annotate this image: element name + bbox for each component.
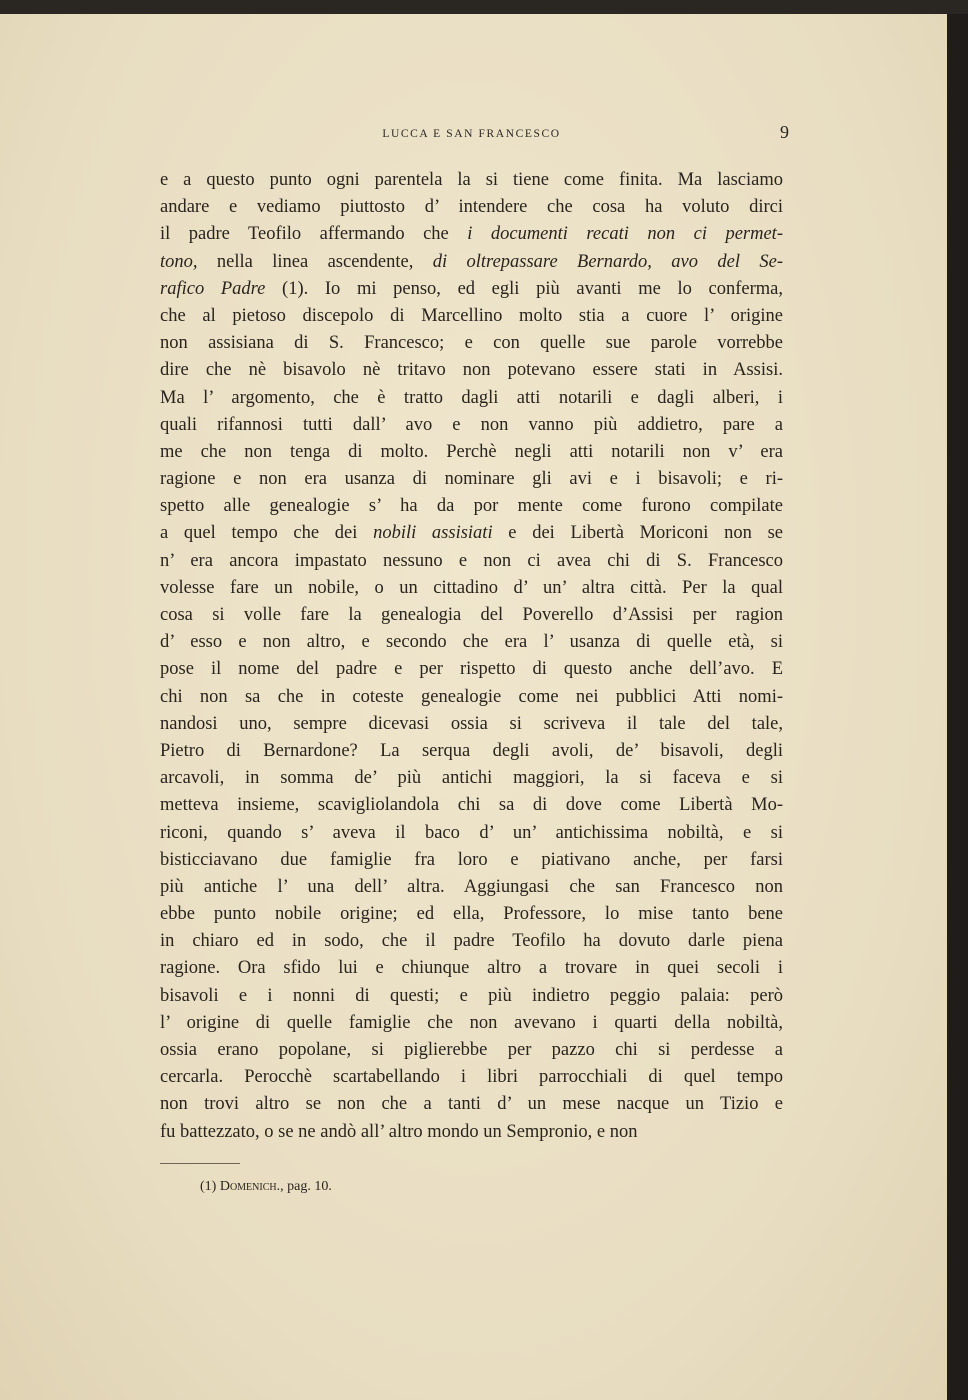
page-number: 9 [780,122,789,142]
text-line [160,847,783,874]
text-line [160,1064,783,1091]
text-line [160,303,783,330]
text-span: metteva insieme, scavigliolandola chi sa di dove come Libertà Mo- [160,795,783,816]
italic-text: tono, [160,251,198,272]
text-span: l’ origine di quelle famiglie che non avevano i quarti della nobiltà, [160,1012,783,1033]
text-line [160,548,783,575]
text-line [160,602,783,629]
text-line [160,520,783,547]
scan-edge [947,14,968,1400]
text-line [160,575,783,602]
page-header [160,118,789,148]
footnote-author: Domenich. [219,1179,281,1194]
footnote [200,1179,332,1195]
footnote-marker: (1) [200,1179,217,1194]
text-line [160,928,783,955]
text-span: e dei Libertà Moriconi non se [492,523,784,544]
text-span: che al pietoso discepolo di Marcellino molto stia a cuore l’ origine [160,305,783,326]
text-span: non trovi altro se non che a tanti d’ un mese nacque un Tizio e [160,1094,783,1115]
text-line [160,874,783,901]
text-span: cercarla. Perocchè scartabellando i libri parrocchiali di quel tempo [160,1067,783,1088]
running-head: LUCCA E SAN FRANCESCO [382,128,561,140]
text-line [160,955,783,982]
text-line [160,466,783,493]
text-line [160,412,783,439]
italic-text: nobili assisiati [373,523,493,544]
text-span: ragione e non era usanza di nominare gli avi e i bisavoli; e ri- [160,469,783,490]
text-line [160,276,783,303]
text-span: fu battezzato, o se ne andò all’ altro mondo un Sempronio, e non [160,1121,638,1142]
text-span: ossia erano popolane, si piglierebbe per pazzo chi si perdesse a [160,1040,783,1060]
body-text [160,167,783,1146]
text-span: spetto alle genealogie s’ ha da por mente come furono compilate [160,496,783,517]
text-span: (1). Io mi penso, ed egli più avanti me lo conferma, [265,278,783,299]
text-span: ebbe punto nobile origine; ed ella, Professore, lo mise tanto bene [160,904,783,925]
text-span: me che non tenga di molto. Perchè negli atti notarili non v’ era [160,441,783,462]
italic-text: rafico Padre [160,278,266,299]
text-span: nella linea ascendente, [197,251,433,272]
text-line [160,493,783,520]
text-line [160,249,783,276]
text-span: dire che nè bisavolo nè tritavo non potevano essere stati in Assisi. [160,360,783,381]
italic-text: i documenti recati non ci permet- [467,224,783,245]
text-span: n’ era ancora impastato nessuno e non ci avea chi di S. Francesco [160,550,783,571]
text-line [160,385,783,412]
text-line [160,738,783,765]
text-line [160,983,783,1010]
text-span: pose il nome del padre e per rispetto di questo anche dell’avo. E [160,659,783,680]
text-span: riconi, quando s’ aveva il baco d’ un’ antichissima nobiltà, e si [160,822,783,843]
text-span: andare e vediamo piuttosto d’ intendere che cosa ha voluto dirci [160,197,783,218]
text-line [160,901,783,928]
text-span: volesse fare un nobile, o un cittadino d’ un’ altra città. Per la qual [160,577,783,598]
text-line [160,1010,783,1037]
text-line [160,629,783,656]
text-span: a quel tempo che dei [160,523,374,544]
text-line [160,1037,783,1064]
text-span: Ma l’ argomento, che è tratto dagli atti notarili e dagli alberi, i [160,387,783,408]
text-span: in chiaro ed in sodo, che il padre Teofilo ha dovuto darle piena [160,931,783,952]
text-line [160,330,783,357]
text-span: ragione. Ora sfido lui e chiunque altro a trovare in quei secoli i [160,958,783,979]
text-line [160,194,783,221]
text-span: chi non sa che in coteste genealogie come nei pubblici Atti nomi- [160,686,783,707]
text-line [160,820,783,847]
text-line [160,357,783,384]
text-span: non assisiana di S. Francesco; e con quelle sue parole vorrebbe [160,333,783,354]
text-line [160,1091,783,1118]
text-line [160,765,783,792]
text-span: arcavoli, in somma de’ più antichi maggiori, la si faceva e si [160,768,783,789]
text-span: quali rifannosi tutti dall’ avo e non vanno più addietro, pare a [160,414,783,435]
footnote-rule [160,1163,240,1164]
text-span: bisticciavano due famiglie fra loro e piativano anche, per farsi [160,849,783,870]
footnote-ref: , pag. 10. [280,1179,332,1194]
text-line [160,792,783,819]
text-span: nandosi uno, sempre dicevasi ossia si scriveva il tale del tale, [160,713,783,734]
text-span: cosa si volle fare la genealogia del Poverello d’Assisi per ragion [160,605,783,625]
text-line [160,167,783,194]
text-line [160,221,783,248]
text-span: d’ esso e non altro, e secondo che era l’ usanza di quelle età, si [160,632,783,653]
text-span: più antiche l’ una dell’ altra. Aggiungasi che san Francesco non [160,876,783,897]
text-span: Pietro di Bernardone? La serqua degli avoli, de’ bisavoli, degli [160,740,783,761]
text-line [160,1119,783,1146]
text-span: bisavoli e i nonni di questi; e più indietro peggio palaia: però [160,985,783,1006]
italic-text: di oltrepassare Bernardo, avo del Se- [432,251,783,272]
text-line [160,684,783,711]
text-span: e a questo punto ogni parentela la si tiene come finita. Ma lasciamo [160,170,783,190]
text-line [160,439,783,466]
text-span: il padre Teofilo affermando che [160,224,468,245]
text-line [160,656,783,683]
text-line [160,711,783,738]
